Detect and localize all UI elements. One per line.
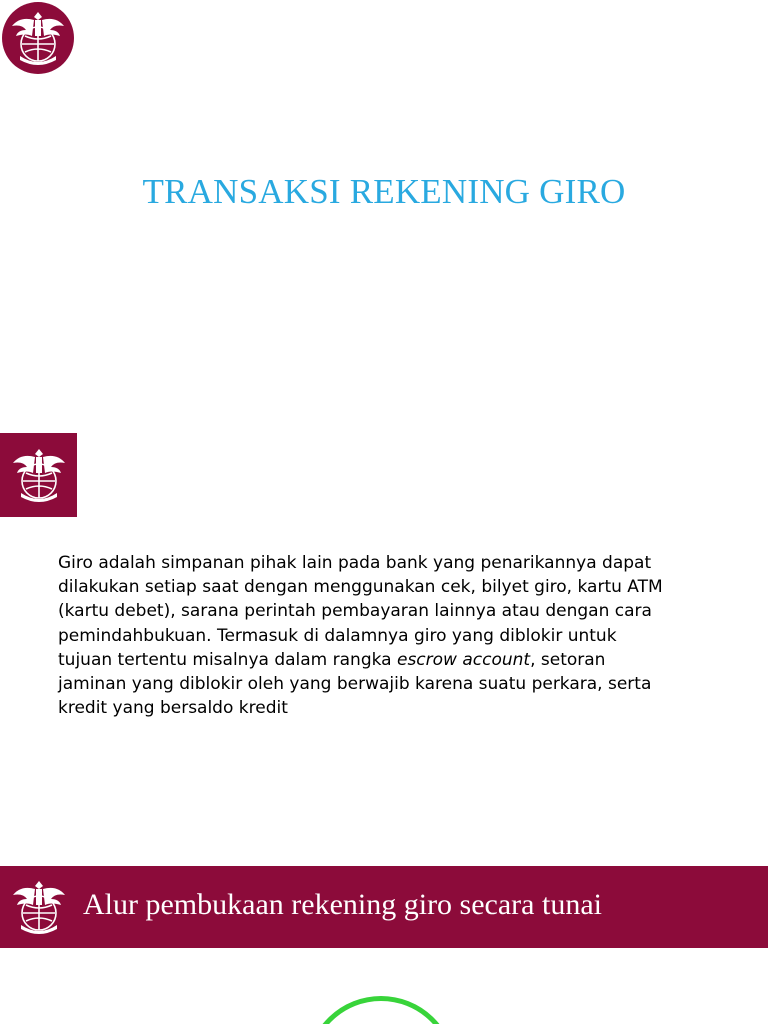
- line-text: , setoran: [530, 649, 606, 670]
- paragraph-line: kredit yang bersaldo kredit: [58, 698, 288, 719]
- slide-flow: [0, 862, 768, 1024]
- paragraph-line: pemindahbukuan. Termasuk di dalamnya giro yang diblokir untuk: [58, 625, 617, 646]
- escrow-term: escrow account: [396, 649, 531, 670]
- paragraph-line: jaminan yang diblokir oleh yang berwajib karena suatu perkara, serta: [58, 674, 652, 695]
- university-logo-icon: [0, 866, 77, 948]
- paragraph-line: Giro adalah simpanan pihak lain pada bank yang penarikannya dapat: [58, 553, 652, 573]
- university-logo-icon: [0, 433, 77, 517]
- flow-slide-title: Alur pembukaan rekening giro secara tunai: [83, 888, 602, 921]
- slide-title: [0, 0, 768, 430]
- university-logo-icon: [2, 2, 74, 74]
- giro-definition-paragraph: [58, 551, 730, 720]
- paragraph-line: (kartu debet), sarana perintah pembayaran lainnya atau dengan cara: [58, 601, 652, 622]
- paragraph-line: [58, 648, 730, 672]
- title-banner: [0, 866, 768, 948]
- eagle-emblem-icon: [9, 443, 69, 507]
- line-text: tujuan tertentu misalnya dalam rangka: [58, 649, 397, 670]
- green-circle-shape: [306, 996, 456, 1024]
- slide-definition: [0, 430, 768, 862]
- eagle-emblem-icon: [8, 6, 68, 70]
- paragraph-line: dilakukan setiap saat dengan menggunakan cek, bilyet giro, kartu ATM: [58, 577, 663, 598]
- eagle-emblem-icon: [9, 875, 69, 939]
- presentation-title: TRANSAKSI REKENING GIRO: [142, 172, 626, 211]
